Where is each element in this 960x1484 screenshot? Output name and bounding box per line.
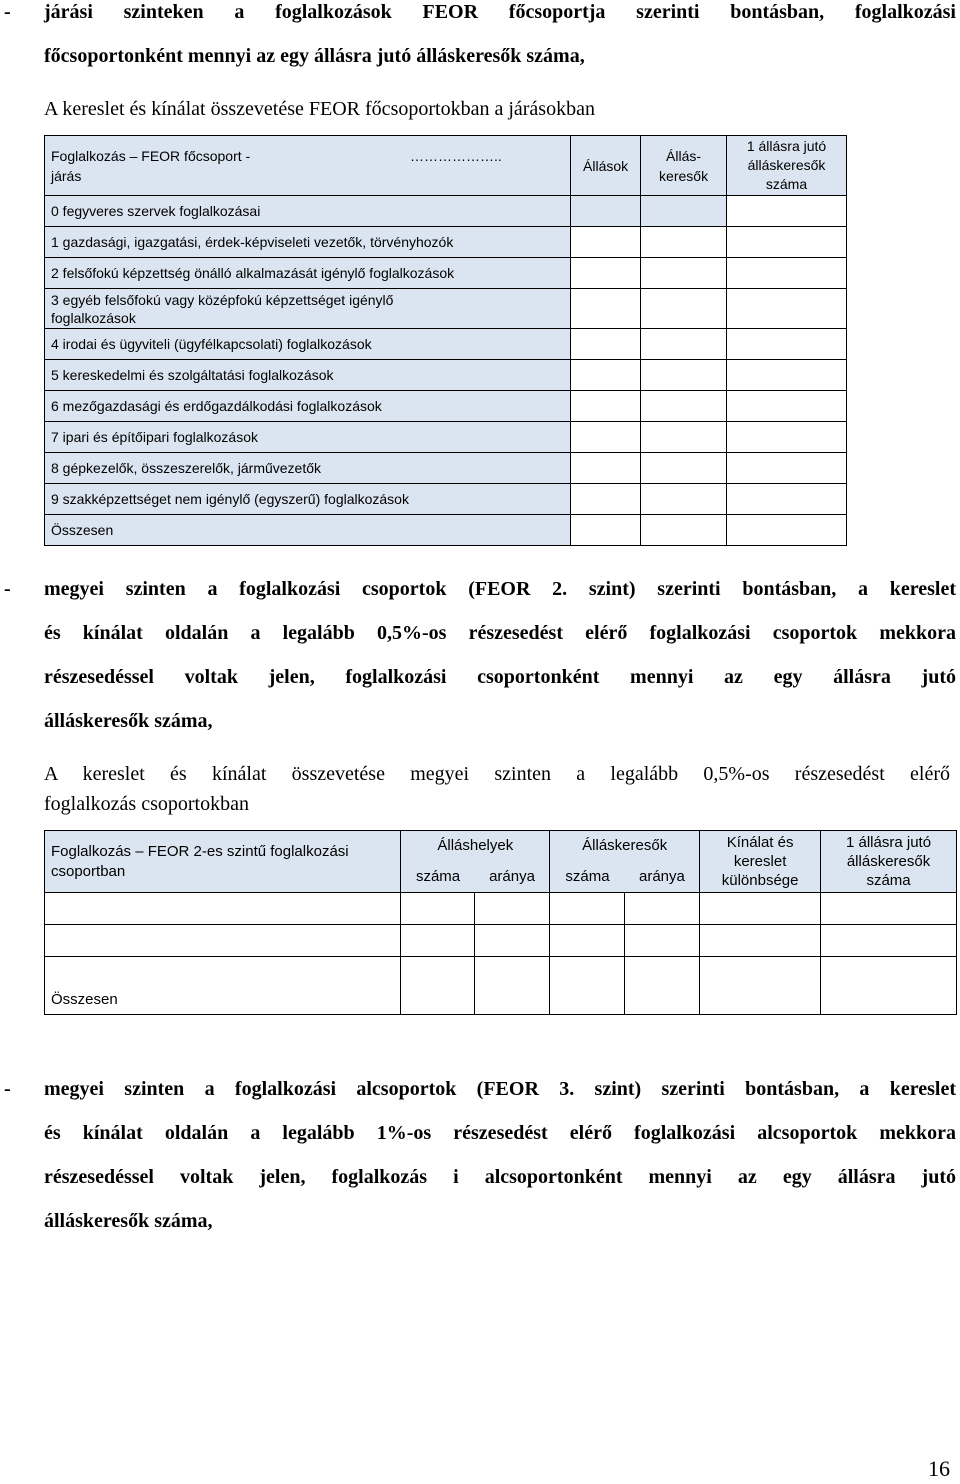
cell [625, 893, 700, 925]
cell [550, 893, 625, 925]
cell [641, 391, 727, 422]
table-row [45, 258, 847, 289]
cell [727, 289, 847, 329]
cell [821, 957, 957, 1015]
header-text: Állás- [666, 147, 702, 164]
cell [727, 258, 847, 289]
sub-szama: száma [401, 861, 475, 893]
row-label [45, 289, 571, 329]
header-text: száma [866, 872, 911, 889]
cell [475, 925, 550, 957]
cell [727, 515, 847, 546]
bullet-megyei-alcsoport [0, 1067, 960, 1243]
table-row [45, 925, 957, 957]
bullet-text-line: álláskeresők száma, [44, 1210, 213, 1232]
row-label: 6 mezőgazdasági és erdőgazdálkodási foglalkozások [45, 391, 571, 422]
sub-szama: száma [550, 861, 625, 893]
header-text: csoportban [51, 862, 126, 880]
row-label: 1 gazdasági, igazgatási, érdek-képviseleti vezetők, törvényhozók [45, 227, 571, 258]
header-allaskeresok: Álláskeresők [550, 831, 700, 861]
cell [641, 453, 727, 484]
sub-aranya: aránya [475, 861, 550, 893]
table-row [45, 422, 847, 453]
header-text: járás [51, 167, 82, 184]
feor-jaras-table [44, 135, 847, 546]
table-row [45, 893, 957, 925]
header-allasok: Állások [571, 136, 641, 196]
header-allashelyek: Álláshelyek [401, 831, 550, 861]
cell [475, 893, 550, 925]
header-text: álláskeresők [747, 157, 826, 173]
cell [475, 957, 550, 1015]
cell [641, 329, 727, 360]
cell [641, 515, 727, 546]
cell [571, 484, 641, 515]
table-row [45, 453, 847, 484]
cell [641, 227, 727, 258]
table-row [45, 289, 847, 329]
bullet-text-line: és kínálat oldalán a legalább 1%-os részesedést elérő foglalkozási alcsoportok mekkora [44, 1122, 956, 1144]
cell [727, 484, 847, 515]
sub-aranya: aránya [625, 861, 700, 893]
header-text: száma [765, 176, 808, 192]
cell [700, 925, 821, 957]
cell [571, 289, 641, 329]
cell [727, 391, 847, 422]
bullet-dash: - [4, 1, 11, 23]
placeholder-dots: ……………….. [410, 148, 502, 164]
cell [641, 422, 727, 453]
cell [550, 957, 625, 1015]
header-egy-allasra [821, 831, 957, 893]
cell [727, 329, 847, 360]
row-label: 8 gépkezelők, összeszerelők, járművezetők [45, 453, 571, 484]
table-header-row [45, 831, 957, 861]
table-row [45, 196, 847, 227]
cell [401, 893, 475, 925]
cell [571, 227, 641, 258]
header-egy-allasra [727, 136, 847, 196]
row-label: 9 szakképzettséget nem igénylő (egyszerű) foglalkozások [45, 484, 571, 515]
page-number: 16 [928, 1456, 950, 1481]
header-kulonbseg [700, 831, 821, 893]
bullet-dash: - [4, 1078, 11, 1100]
header-text: Kínálat és [726, 834, 794, 851]
header-allaskeresok [641, 136, 727, 196]
bullet-text-line: főcsoportonként mennyi az egy állásra jutó álláskeresők száma, [44, 45, 585, 67]
cell [641, 484, 727, 515]
table-row [45, 329, 847, 360]
bullet-megyei-csoport [0, 567, 960, 743]
bullet-text-line: részesedéssel voltak jelen, foglalkozás i alcsoportonként mennyi az egy állásra jutó [44, 1166, 956, 1188]
cell [571, 391, 641, 422]
row-label: 0 fegyveres szervek foglalkozásai [45, 196, 571, 227]
cell [727, 360, 847, 391]
row-label-line: 3 egyéb felsőfokú vagy középfokú képzettséget igénylő [51, 291, 394, 308]
cell [571, 258, 641, 289]
header-text: keresők [659, 167, 709, 184]
bullet-text-line: és kínálat oldalán a legalább 0,5%-os részesedést elérő foglalkozási csoportok mekkora [44, 622, 956, 644]
cell [641, 196, 727, 227]
table-caption-2: A kereslet és kínálat összevetése megyei szinten a legalább 0,5%-os részesedést elérő [44, 763, 950, 785]
cell [727, 453, 847, 484]
table-row [45, 227, 847, 258]
table-header-row [45, 136, 847, 196]
bullet-text-line: járási szinteken a foglalkozások FEOR főcsoportja szerinti bontásban, foglalkozási [44, 1, 956, 23]
row-label-line: foglalkozások [51, 309, 136, 326]
cell [571, 329, 641, 360]
table-row-total [45, 515, 847, 546]
cell [641, 360, 727, 391]
row-label: 5 kereskedelmi és szolgáltatási foglalkozások [45, 360, 571, 391]
header-text: Foglalkozás – FEOR 2-es szintű foglalkozási [51, 842, 349, 860]
cell [571, 196, 641, 227]
bullet-text-line: megyei szinten a foglalkozási csoportok (FEOR 2. szint) szerinti bontásban, a kereslet [44, 578, 956, 600]
header-foglalkozas [45, 136, 571, 196]
bullet-jarasi [0, 0, 960, 78]
cell [550, 925, 625, 957]
cell [727, 196, 847, 227]
cell [401, 925, 475, 957]
header-text: 1 állásra jutó [846, 834, 932, 851]
table-row-total [45, 957, 957, 1015]
row-label: 4 irodai és ügyviteli (ügyfélkapcsolati) foglalkozások [45, 329, 571, 360]
cell [727, 227, 847, 258]
row-label: 7 ipari és építőipari foglalkozások [45, 422, 571, 453]
cell [727, 422, 847, 453]
cell [641, 258, 727, 289]
cell [571, 515, 641, 546]
cell [45, 925, 401, 957]
cell [401, 957, 475, 1015]
bullet-dash: - [4, 578, 11, 600]
cell [625, 925, 700, 957]
feor2-megyei-table [44, 830, 957, 1015]
row-label: Összesen [45, 957, 401, 1015]
cell [821, 893, 957, 925]
table-caption-2-cont: foglalkozás csoportokban [44, 793, 249, 815]
header-text: 1 állásra jutó [746, 138, 827, 154]
cell [571, 360, 641, 391]
header-text: álláskeresők [846, 853, 931, 870]
bullet-text-line: részesedéssel voltak jelen, foglalkozási csoportonként mennyi az egy állásra jutó [44, 666, 956, 688]
cell [700, 893, 821, 925]
cell [821, 925, 957, 957]
cell [625, 957, 700, 1015]
header-text: Foglalkozás – FEOR főcsoport - [51, 147, 251, 164]
header-text: különbsége [721, 872, 799, 889]
cell [641, 289, 727, 329]
row-label: Összesen [45, 515, 571, 546]
table-caption-1: A kereslet és kínálat összevetése FEOR főcsoportokban a járásokban [44, 98, 595, 120]
cell [45, 893, 401, 925]
table-row [45, 360, 847, 391]
table-row [45, 484, 847, 515]
bullet-text-line: megyei szinten a foglalkozási alcsoportok (FEOR 3. szint) szerinti bontásban, a kereslet [44, 1078, 956, 1100]
cell [700, 957, 821, 1015]
cell [571, 422, 641, 453]
header-text: kereslet [733, 853, 787, 870]
bullet-text-line: álláskeresők száma, [44, 710, 213, 732]
table-row [45, 391, 847, 422]
header-foglalkozas [45, 831, 401, 893]
cell [571, 453, 641, 484]
row-label: 2 felsőfokú képzettség önálló alkalmazását igénylő foglalkozások [45, 258, 571, 289]
